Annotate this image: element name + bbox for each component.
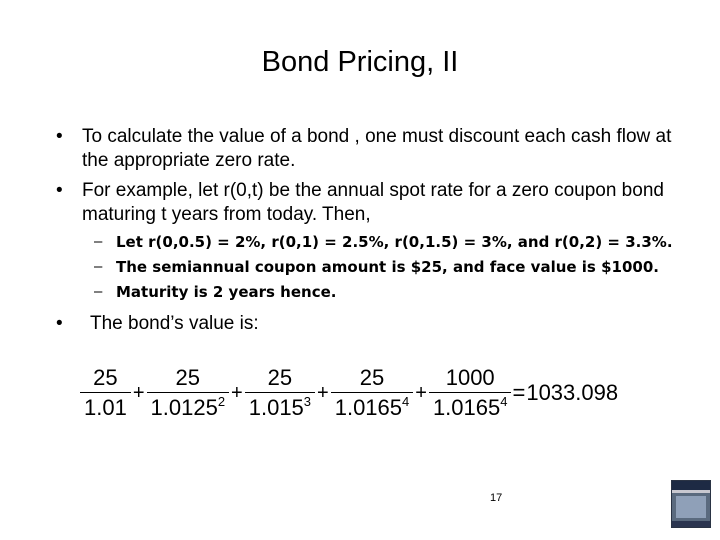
denominator-base: 1.0165 xyxy=(432,395,501,420)
exponent: 4 xyxy=(402,394,410,409)
fraction-term-1 xyxy=(80,365,131,421)
equals-sign: = xyxy=(512,380,526,405)
slide-title: Bond Pricing, II xyxy=(261,46,459,78)
bullet-marker: • xyxy=(56,126,63,147)
bond-value-formula xyxy=(80,362,618,424)
numerator: 25 xyxy=(93,365,118,390)
numerator: 25 xyxy=(175,365,201,390)
sub-bullet-coupon: The semiannual coupon amount is $25, and face value is $1000. xyxy=(116,258,659,276)
denominator-base: 1.015 xyxy=(248,395,304,420)
sub-bullet-marker: – xyxy=(94,233,103,250)
denominator-base: 1.0125 xyxy=(150,395,218,420)
plus-sign: + xyxy=(317,381,329,404)
fraction-term-2 xyxy=(147,365,230,421)
bullet-marker: • xyxy=(56,313,63,334)
plus-sign: + xyxy=(132,381,145,404)
denominator xyxy=(331,392,414,421)
numerator: 25 xyxy=(267,365,293,390)
denominator xyxy=(429,392,512,421)
formula-result: 1033.098 xyxy=(526,380,619,405)
bullet-text-bond-value: The bond’s value is: xyxy=(90,313,259,334)
bullet-text-discount: To calculate the value of a bond , one must discount each cash flow at the appropriate zero rate. xyxy=(82,126,672,171)
denominator-base: 1.01 xyxy=(84,395,127,420)
exponent: 4 xyxy=(500,394,508,409)
fraction-term-5 xyxy=(429,365,512,421)
plus-sign: + xyxy=(231,381,243,404)
page-number: 17 xyxy=(490,492,503,504)
exponent: 3 xyxy=(303,394,312,409)
plus-sign: + xyxy=(415,381,427,404)
exponent: 2 xyxy=(217,394,226,409)
numerator: 25 xyxy=(359,365,385,390)
bullet-text-example: For example, let r(0,t) be the annual spot rate for a zero coupon bond maturing t years from today. Then, xyxy=(82,180,664,225)
denominator xyxy=(147,392,230,421)
bullet-marker: • xyxy=(56,180,63,201)
numerator: 1000 xyxy=(445,365,495,390)
sub-bullet-spot-rates: Let r(0,0.5) = 2%, r(0,1) = 2.5%, r(0,1.5) = 3%, and r(0,2) = 3.3%. xyxy=(116,233,673,251)
denominator-base: 1.0165 xyxy=(334,395,403,420)
sub-bullet-marker: – xyxy=(94,258,103,275)
denominator xyxy=(80,392,131,421)
fraction-term-3 xyxy=(245,365,315,421)
denominator xyxy=(245,392,315,421)
sub-bullet-marker: – xyxy=(94,283,103,300)
sub-bullet-maturity: Maturity is 2 years hence. xyxy=(116,283,337,301)
fraction-term-4 xyxy=(331,365,414,421)
book-cover-icon xyxy=(671,480,711,528)
